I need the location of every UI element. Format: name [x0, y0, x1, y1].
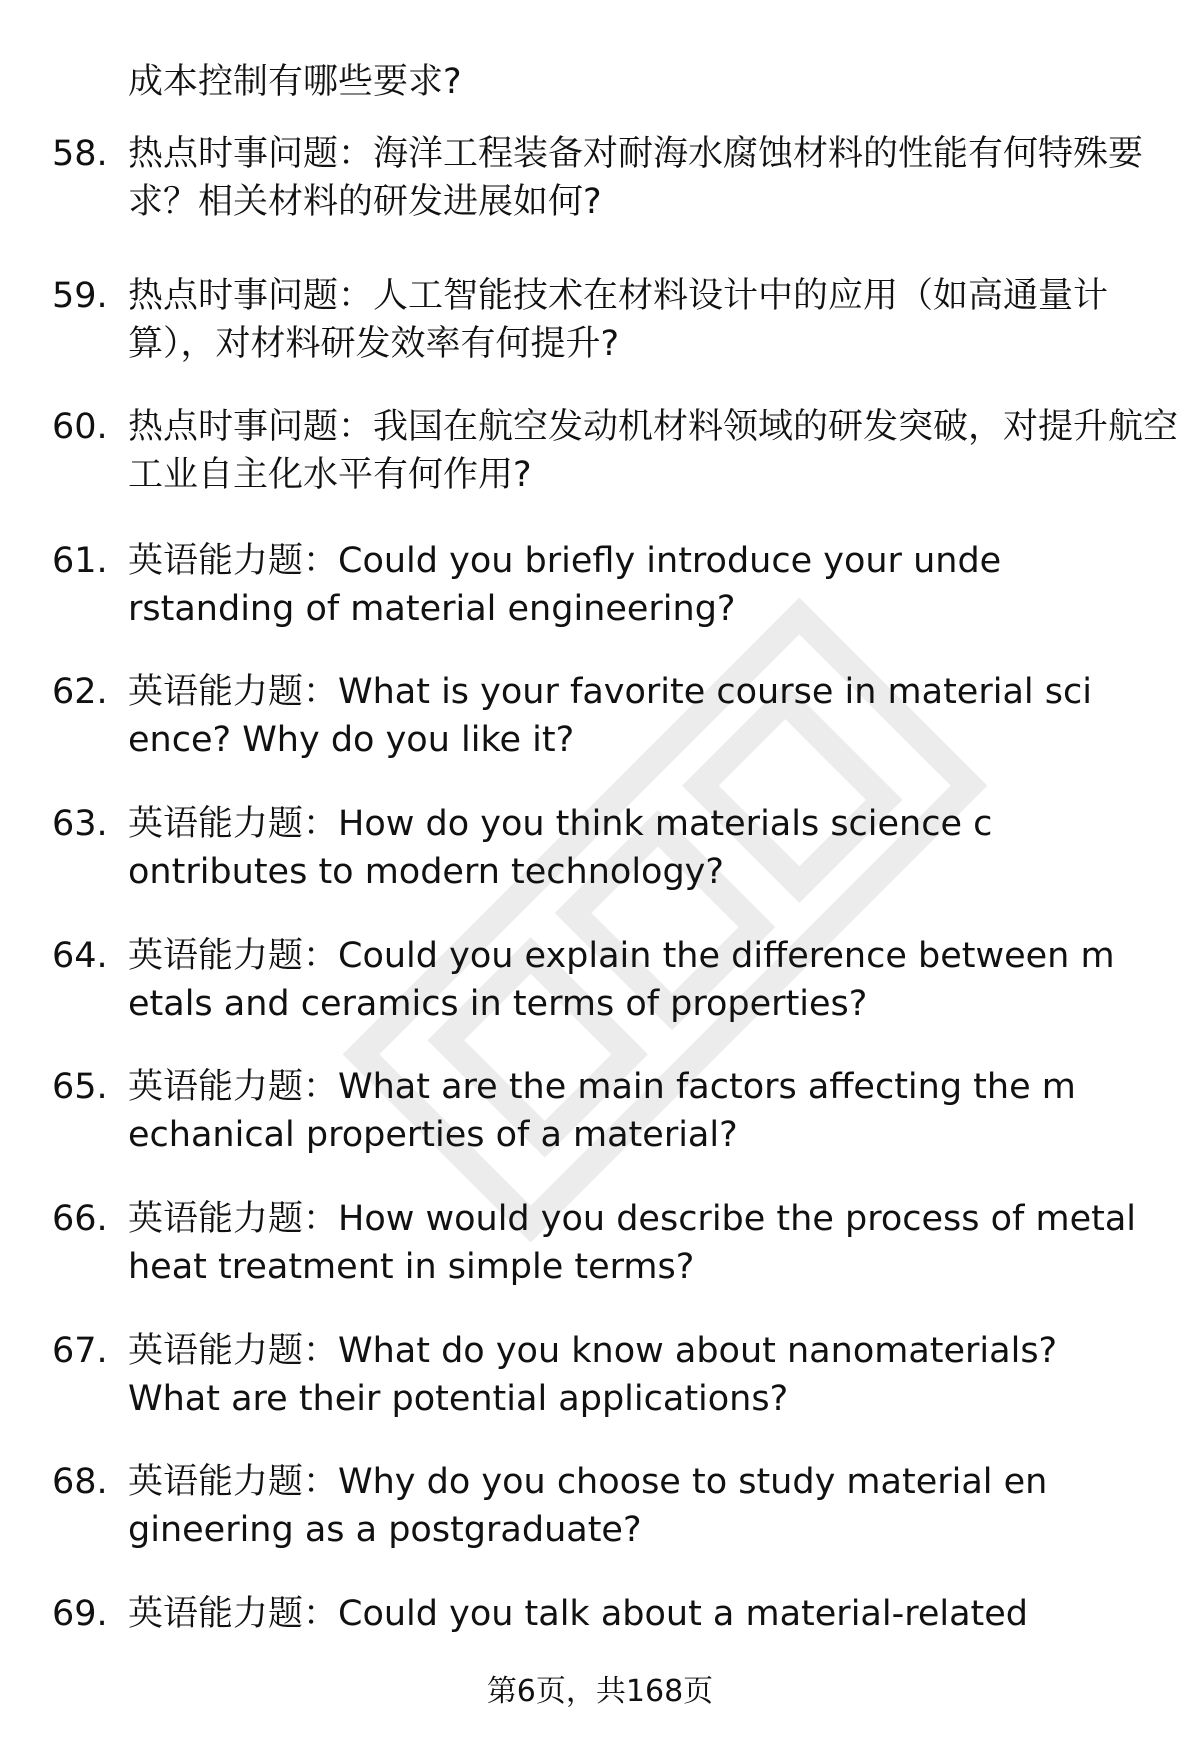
question-text: 英语能力题：What do you know about nanomaterials? What are their potential applications?	[128, 1331, 1058, 1419]
page-footer: 第6页，共168页	[486, 1674, 714, 1709]
question-text: 英语能力题：What is your favorite course in material science? Why do you like it?	[128, 672, 1092, 760]
question-number: 67.	[52, 1331, 108, 1371]
question-number: 62.	[52, 672, 108, 712]
question-item-67	[52, 1327, 1152, 1423]
question-text: 英语能力题：How do you think materials science contributes to modern technology?	[128, 804, 993, 892]
question-text: 热点时事问题：人工智能技术在材料设计中的应用（如高通量计算），对材料研发效率有何提升?	[128, 276, 1109, 364]
question-number: 61.	[52, 541, 108, 581]
question-item-66	[52, 1195, 1152, 1291]
question-number: 66.	[52, 1199, 108, 1239]
question-number: 58.	[52, 134, 108, 174]
question-number: 68.	[52, 1462, 108, 1502]
continuation-line: 成本控制有哪些要求?	[128, 62, 462, 102]
question-number: 65.	[52, 1067, 108, 1107]
question-item-69	[52, 1590, 1152, 1638]
question-item-58	[52, 130, 1152, 226]
question-item-65	[52, 1063, 1152, 1159]
question-number: 60.	[52, 407, 108, 447]
question-text: 英语能力题：What are the main factors affecting the mechanical properties of a material?	[128, 1067, 1076, 1155]
question-item-63	[52, 800, 1152, 896]
question-item-60	[52, 403, 1179, 499]
question-item-62	[52, 668, 1152, 764]
question-item-61	[52, 537, 1152, 633]
question-number: 64.	[52, 936, 108, 976]
question-text: 英语能力题：Could you briefly introduce your understanding of material engineering?	[128, 541, 1002, 629]
question-item-68	[52, 1458, 1152, 1554]
question-text: 热点时事问题：我国在航空发动机材料领域的研发突破，对提升航空工业自主化水平有何作用?	[128, 407, 1179, 495]
question-number: 59.	[52, 276, 108, 316]
question-text: 英语能力题：Could you explain the difference between metals and ceramics in terms of properties?	[128, 936, 1115, 1024]
question-item-64	[52, 932, 1152, 1028]
question-text: 热点时事问题：海洋工程装备对耐海水腐蚀材料的性能有何特殊要求？相关材料的研发进展如何?	[128, 134, 1144, 222]
question-number: 63.	[52, 804, 108, 844]
question-number: 69.	[52, 1594, 108, 1634]
question-text: 英语能力题：Why do you choose to study material engineering as a postgraduate?	[128, 1462, 1048, 1550]
question-text: 英语能力题：Could you talk about a material-related	[128, 1594, 1029, 1634]
question-text: 英语能力题：How would you describe the process of metal heat treatment in simple terms?	[128, 1199, 1136, 1287]
question-item-59	[52, 272, 1152, 368]
